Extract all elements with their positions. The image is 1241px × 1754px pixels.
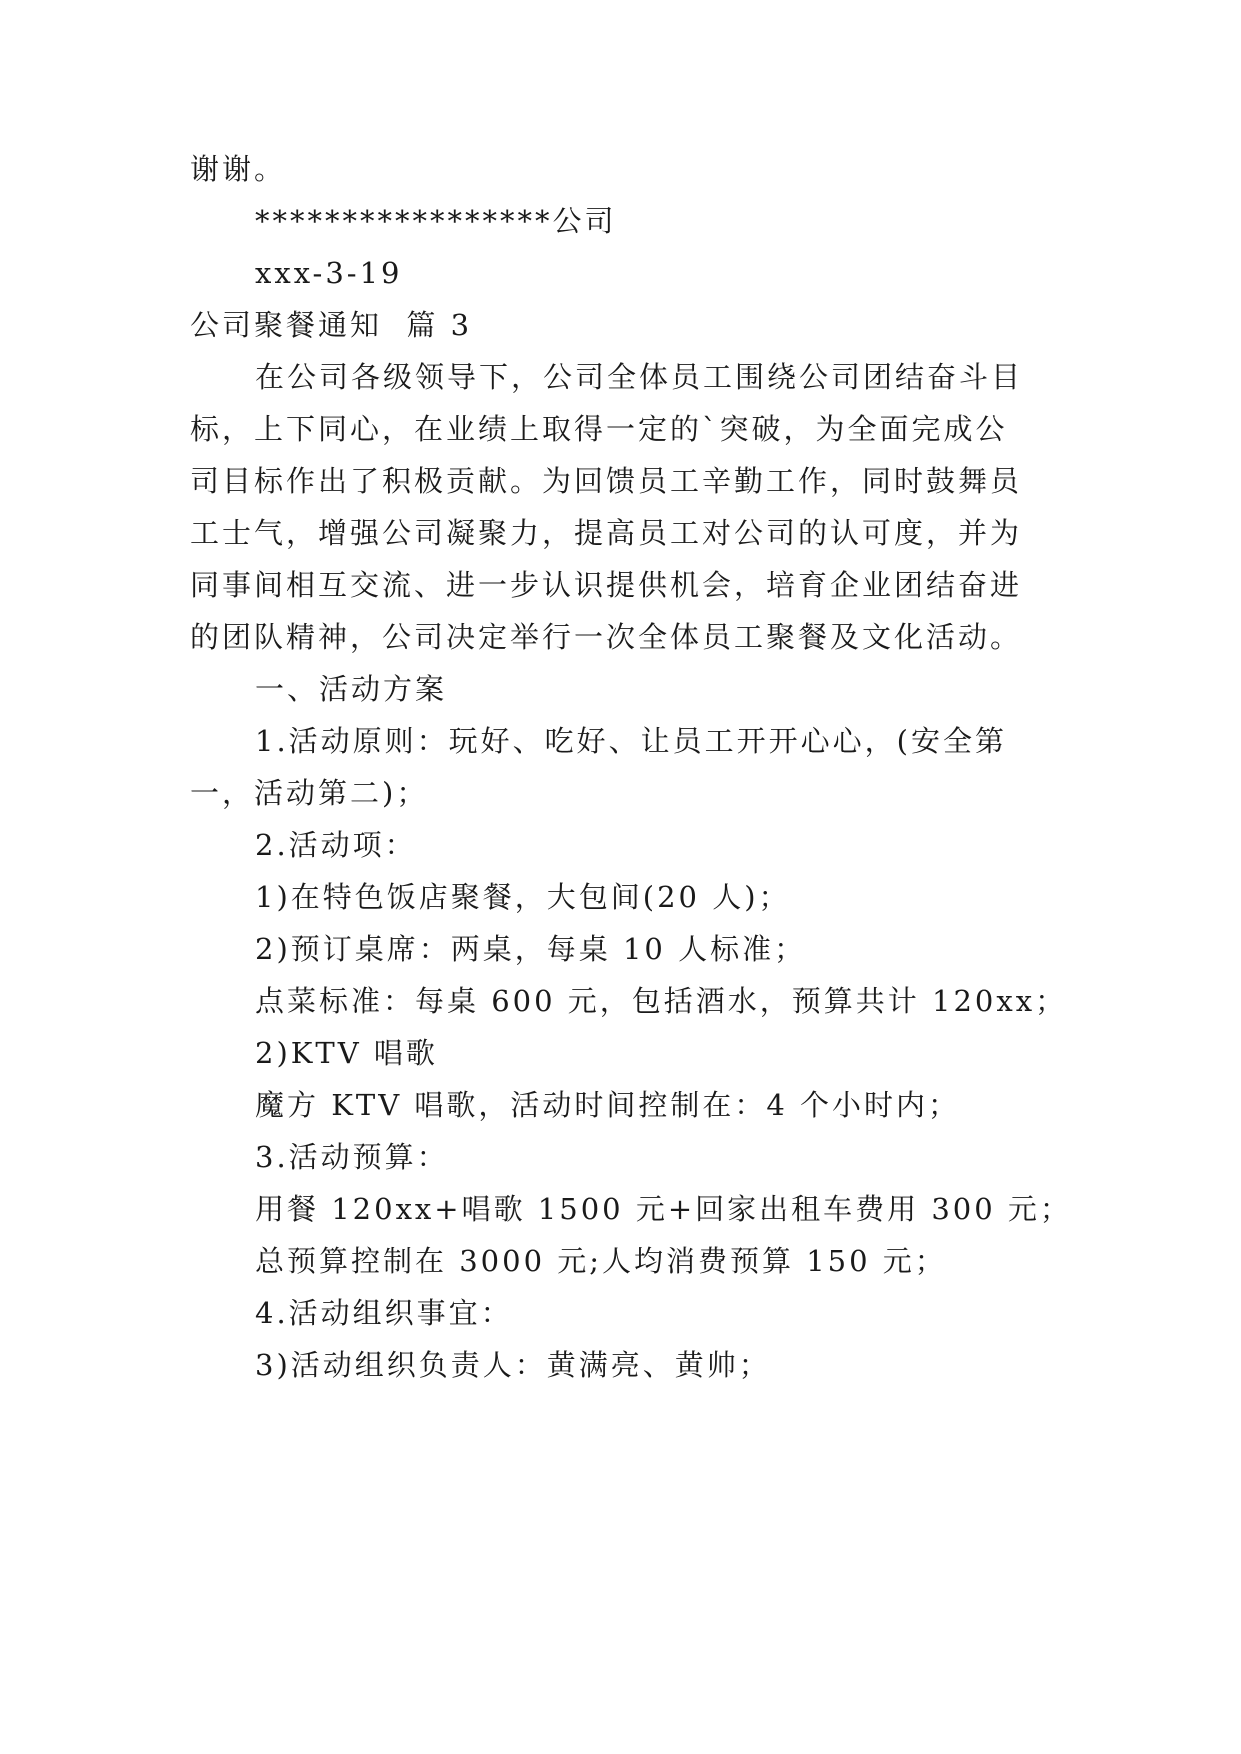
org-line-1: 3)活动组织负责人：黄满亮、黄帅； — [255, 1348, 771, 1382]
intro-line-4: 工士气，增强公司凝聚力，提高员工对公司的认可度，并为 — [190, 516, 1023, 550]
principle-line-1: 1.活动原则：玩好、吃好、让员工开开心心，(安全第 — [255, 724, 1007, 758]
budget-heading: 3.活动预算： — [255, 1140, 449, 1174]
intro-line-6: 的团队精神，公司决定举行一次全体员工聚餐及文化活动。 — [190, 620, 1023, 654]
org-heading: 4.活动组织事宜： — [255, 1296, 513, 1330]
item-tables: 2)预订桌席：两桌，每桌 10 人标准； — [255, 932, 807, 966]
item-dinner: 1)在特色饭店聚餐，大包间(20 人)； — [255, 880, 791, 914]
intro-line-3: 司目标作出了积极贡献。为回馈员工辛勤工作，同时鼓舞员 — [190, 464, 1023, 498]
items-heading: 2.活动项： — [255, 828, 417, 862]
intro-line-5: 同事间相互交流、进一步认识提供机会，培育企业团结奋进 — [190, 568, 1023, 602]
budget-line-1: 用餐 120xx+唱歌 1500 元+回家出租车费用 300 元； — [255, 1192, 1072, 1226]
section-title: 公司聚餐通知 篇 3 — [190, 308, 473, 342]
item-ktv-detail: 魔方 KTV 唱歌，活动时间控制在：4 个小时内； — [255, 1088, 961, 1122]
item-ktv: 2)KTV 唱歌 — [255, 1036, 438, 1070]
closing-thanks: 谢谢。 — [190, 152, 287, 186]
principle-line-2: 一，活动第二)； — [190, 776, 429, 810]
item-menu-standard: 点菜标准：每桌 600 元，包括酒水，预算共计 120xx； — [255, 984, 1068, 1018]
budget-line-2: 总预算控制在 3000 元;人均消费预算 150 元； — [255, 1244, 947, 1278]
closing-date: xxx-3-19 — [255, 256, 403, 290]
intro-line-2: 标，上下同心，在业绩上取得一定的`突破，为全面完成公 — [190, 412, 1008, 446]
intro-line-1: 在公司各级领导下，公司全体员工围绕公司团结奋斗目 — [255, 360, 1024, 394]
closing-company: *****************公司 — [255, 204, 617, 238]
plan-heading: 一、活动方案 — [255, 672, 448, 706]
